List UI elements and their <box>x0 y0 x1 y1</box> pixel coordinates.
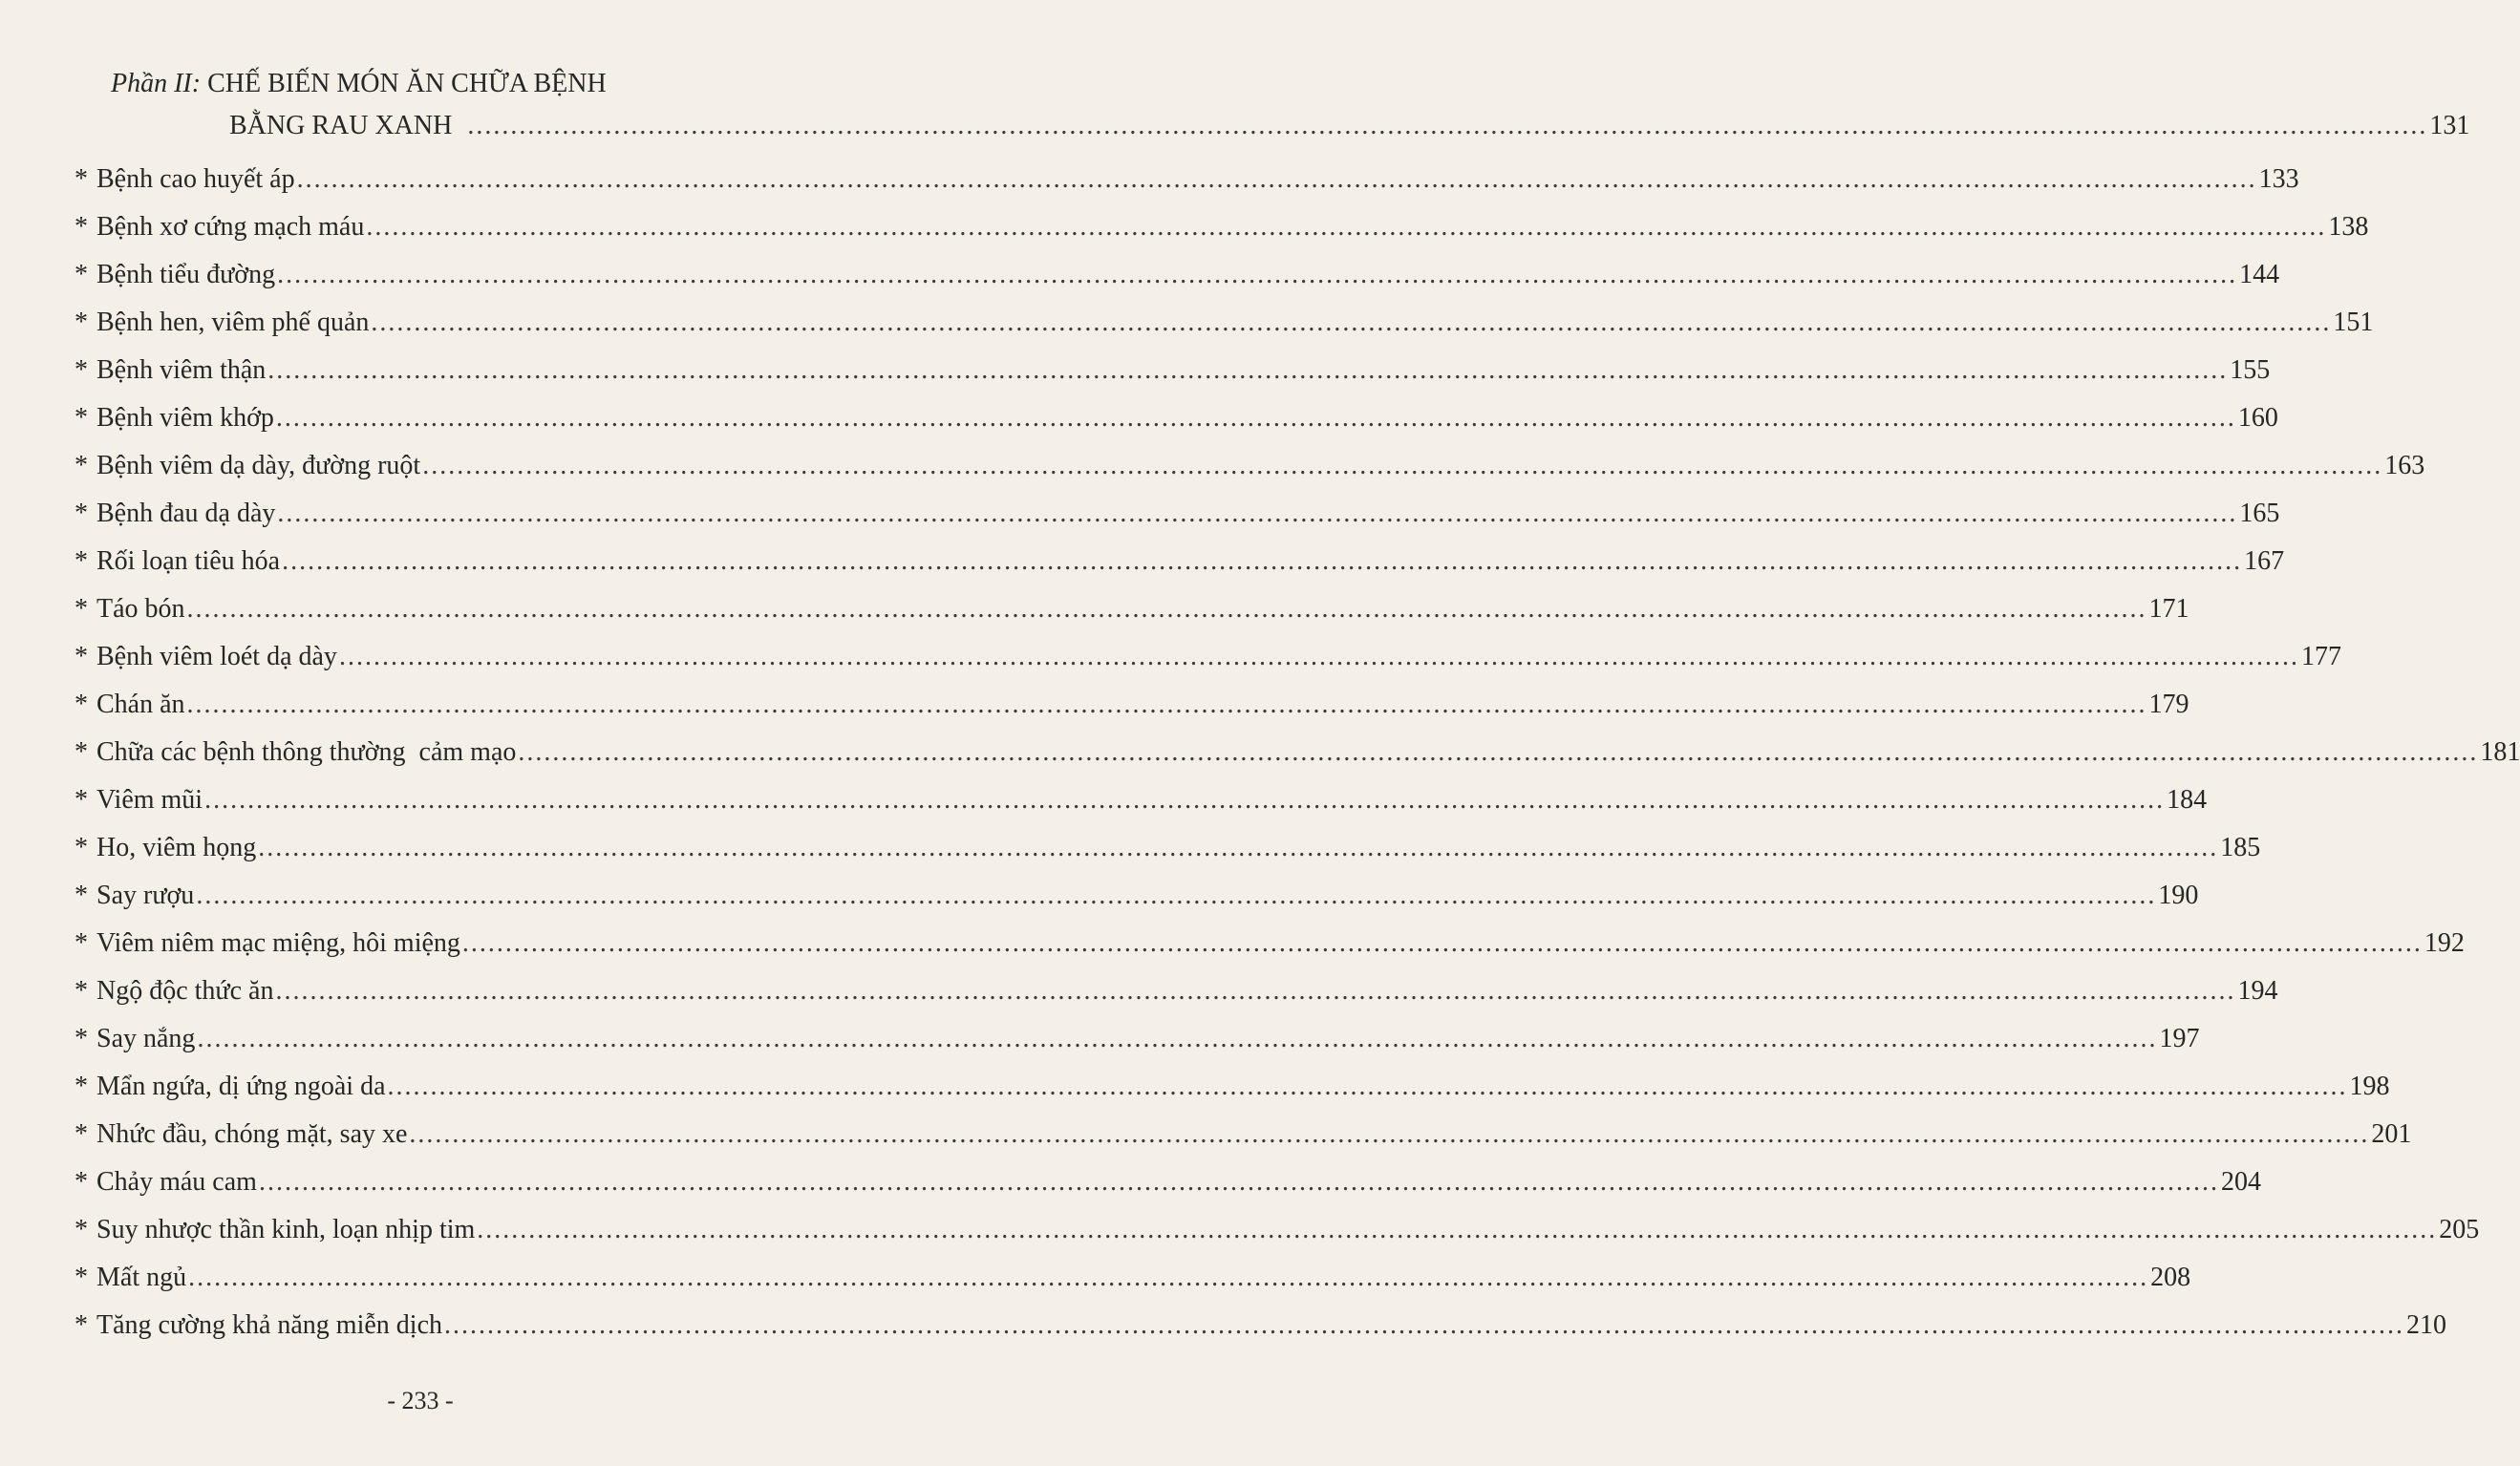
dot-leader <box>197 1015 2157 1063</box>
dot-leader <box>462 920 2423 967</box>
toc-entry <box>75 1111 2412 1158</box>
bullet: * <box>75 1072 88 1101</box>
toc-entry-title: Chán ăn <box>96 690 185 719</box>
toc-entry-title: Bệnh xơ cứng mạch máu <box>96 212 365 242</box>
toc-entry-title: Rối loạn tiêu hóa <box>96 546 281 576</box>
toc-entry-page: 210 <box>2406 1310 2446 1340</box>
bullet: * <box>75 690 88 719</box>
bullet: * <box>75 1215 88 1244</box>
toc-entry-title: Suy nhược thần kinh, loạn nhịp tim <box>96 1215 476 1244</box>
heading-page-number: 131 <box>2429 111 2470 140</box>
toc-entry-title: Táo bón <box>96 594 185 624</box>
toc-entry-title: Viêm niêm mạc miệng, hôi miệng <box>96 928 460 958</box>
heading-line-2 <box>229 105 2470 147</box>
table-of-contents <box>75 156 2520 1349</box>
toc-entry <box>75 156 2299 203</box>
dot-leader <box>444 1302 2404 1349</box>
toc-entry-page: 171 <box>2148 594 2189 624</box>
part-label: Phần II: <box>111 69 202 98</box>
toc-entry-title: Bệnh viêm loét dạ dày <box>96 642 337 671</box>
dot-leader <box>275 967 2235 1015</box>
toc-entry-page: 181 <box>2480 737 2520 767</box>
toc-entry-page: 179 <box>2148 690 2189 719</box>
toc-entry <box>75 1254 2191 1302</box>
dot-leader <box>267 347 2228 394</box>
toc-entry-title: Say nắng <box>96 1024 196 1053</box>
bullet: * <box>75 308 88 337</box>
bullet: * <box>75 164 88 194</box>
dot-leader <box>477 1206 2437 1254</box>
toc-entry <box>75 538 2285 585</box>
toc-entry <box>75 203 2369 251</box>
page-number: - 233 - <box>387 1387 454 1414</box>
toc-entry-title: Chảy máu cam <box>96 1167 257 1197</box>
bullet: * <box>75 1263 88 1292</box>
toc-entry-page: 198 <box>2349 1072 2390 1101</box>
toc-entry-page: 144 <box>2239 260 2280 289</box>
dot-leader <box>366 203 2326 251</box>
dot-leader <box>188 1254 2148 1302</box>
toc-entry <box>75 824 2261 872</box>
dot-leader <box>277 251 2237 299</box>
toc-entry-page: 185 <box>2220 833 2261 862</box>
toc-entry <box>75 1206 2480 1254</box>
toc-entry-page: 201 <box>2371 1119 2412 1149</box>
bullet: * <box>75 260 88 289</box>
toc-entry-page: 194 <box>2237 976 2278 1006</box>
toc-entry-page: 204 <box>2220 1167 2261 1197</box>
dot-leader <box>409 1111 2369 1158</box>
bullet: * <box>75 212 88 242</box>
bullet: * <box>75 881 88 910</box>
section-heading <box>111 63 2470 147</box>
toc-entry <box>75 681 2189 729</box>
dot-leader <box>467 105 2427 147</box>
dot-leader <box>277 490 2237 538</box>
toc-entry <box>75 442 2425 490</box>
bullet: * <box>75 785 88 815</box>
dot-leader <box>282 538 2242 585</box>
dot-leader <box>276 394 2236 442</box>
toc-entry <box>75 729 2520 776</box>
toc-entry <box>75 490 2280 538</box>
toc-entry-title: Tăng cường khả năng miễn dịch <box>96 1310 442 1340</box>
toc-entry-title: Mất ngủ <box>96 1263 187 1292</box>
toc-entry-page: 184 <box>2167 785 2208 815</box>
bullet: * <box>75 1024 88 1053</box>
bullet: * <box>75 1167 88 1197</box>
toc-entry <box>75 299 2374 347</box>
toc-entry-page: 138 <box>2328 212 2369 242</box>
dot-leader <box>371 299 2331 347</box>
bullet: * <box>75 976 88 1006</box>
toc-entry-title: Bệnh viêm khớp <box>96 403 274 433</box>
toc-entry-page: 160 <box>2237 403 2278 433</box>
dot-leader <box>187 585 2147 633</box>
dot-leader <box>518 729 2478 776</box>
toc-entry <box>75 1158 2261 1206</box>
dot-leader <box>259 1158 2219 1206</box>
bullet: * <box>75 1310 88 1340</box>
toc-entry <box>75 872 2199 920</box>
dot-leader <box>204 776 2165 824</box>
toc-entry-page: 133 <box>2258 164 2299 194</box>
dot-leader <box>187 681 2147 729</box>
dot-leader <box>422 442 2382 490</box>
toc-entry-page: 177 <box>2300 642 2341 671</box>
toc-entry-page: 151 <box>2333 308 2374 337</box>
toc-entry <box>75 585 2189 633</box>
bullet: * <box>75 546 88 576</box>
toc-entry-page: 208 <box>2150 1263 2191 1292</box>
toc-entry-title: Ngộ độc thức ăn <box>96 976 274 1006</box>
toc-entry <box>75 1015 2200 1063</box>
toc-entry <box>75 776 2208 824</box>
toc-entry-title: Bệnh cao huyết áp <box>96 164 295 194</box>
toc-entry <box>75 1302 2446 1349</box>
toc-entry <box>75 920 2465 967</box>
bullet: * <box>75 928 88 958</box>
bullet: * <box>75 403 88 433</box>
toc-entry-title: Bệnh viêm thận <box>96 355 267 385</box>
bullet: * <box>75 737 88 767</box>
toc-entry-page: 165 <box>2239 499 2280 528</box>
toc-entry <box>75 967 2278 1015</box>
bullet: * <box>75 355 88 385</box>
toc-entry-title: Mẩn ngứa, dị ứng ngoài da <box>96 1072 386 1101</box>
dot-leader <box>196 872 2156 920</box>
bullet: * <box>75 1119 88 1149</box>
toc-entry-title: Say rượu <box>96 881 195 910</box>
bullet: * <box>75 451 88 480</box>
toc-entry-title: Bệnh tiểu đường <box>96 260 276 289</box>
toc-entry-title: Bệnh viêm dạ dày, đường ruột <box>96 451 421 480</box>
heading-title-line-2: BẰNG RAU XANH <box>229 111 453 140</box>
toc-entry-page: 197 <box>2159 1024 2200 1053</box>
dot-leader <box>388 1063 2348 1111</box>
toc-entry <box>75 251 2280 299</box>
toc-entry-title: Chữa các bệnh thông thường cảm mạo <box>96 737 517 767</box>
dot-leader <box>339 633 2299 681</box>
toc-entry-page: 205 <box>2439 1215 2480 1244</box>
bullet: * <box>75 642 88 671</box>
toc-entry <box>75 347 2271 394</box>
dot-leader <box>258 824 2218 872</box>
heading-title-line-1: CHẾ BIẾN MÓN ĂN CHỮA BỆNH <box>207 69 607 98</box>
dot-leader <box>297 156 2257 203</box>
toc-entry-page: 190 <box>2158 881 2199 910</box>
toc-entry-page: 155 <box>2230 355 2271 385</box>
bullet: * <box>75 499 88 528</box>
toc-entry-page: 167 <box>2244 546 2285 576</box>
bullet: * <box>75 833 88 862</box>
heading-line-1 <box>111 63 779 105</box>
toc-entry <box>75 1063 2390 1111</box>
toc-entry-title: Ho, viêm họng <box>96 833 257 862</box>
toc-entry-title: Bệnh đau dạ dày <box>96 499 276 528</box>
toc-entry-page: 163 <box>2384 451 2425 480</box>
toc-entry-title: Viêm mũi <box>96 785 203 815</box>
toc-entry <box>75 394 2278 442</box>
bullet: * <box>75 594 88 624</box>
toc-entry-page: 192 <box>2424 928 2465 958</box>
toc-entry <box>75 633 2341 681</box>
toc-entry-title: Bệnh hen, viêm phế quản <box>96 308 370 337</box>
toc-entry-title: Nhức đầu, chóng mặt, say xe <box>96 1119 408 1149</box>
